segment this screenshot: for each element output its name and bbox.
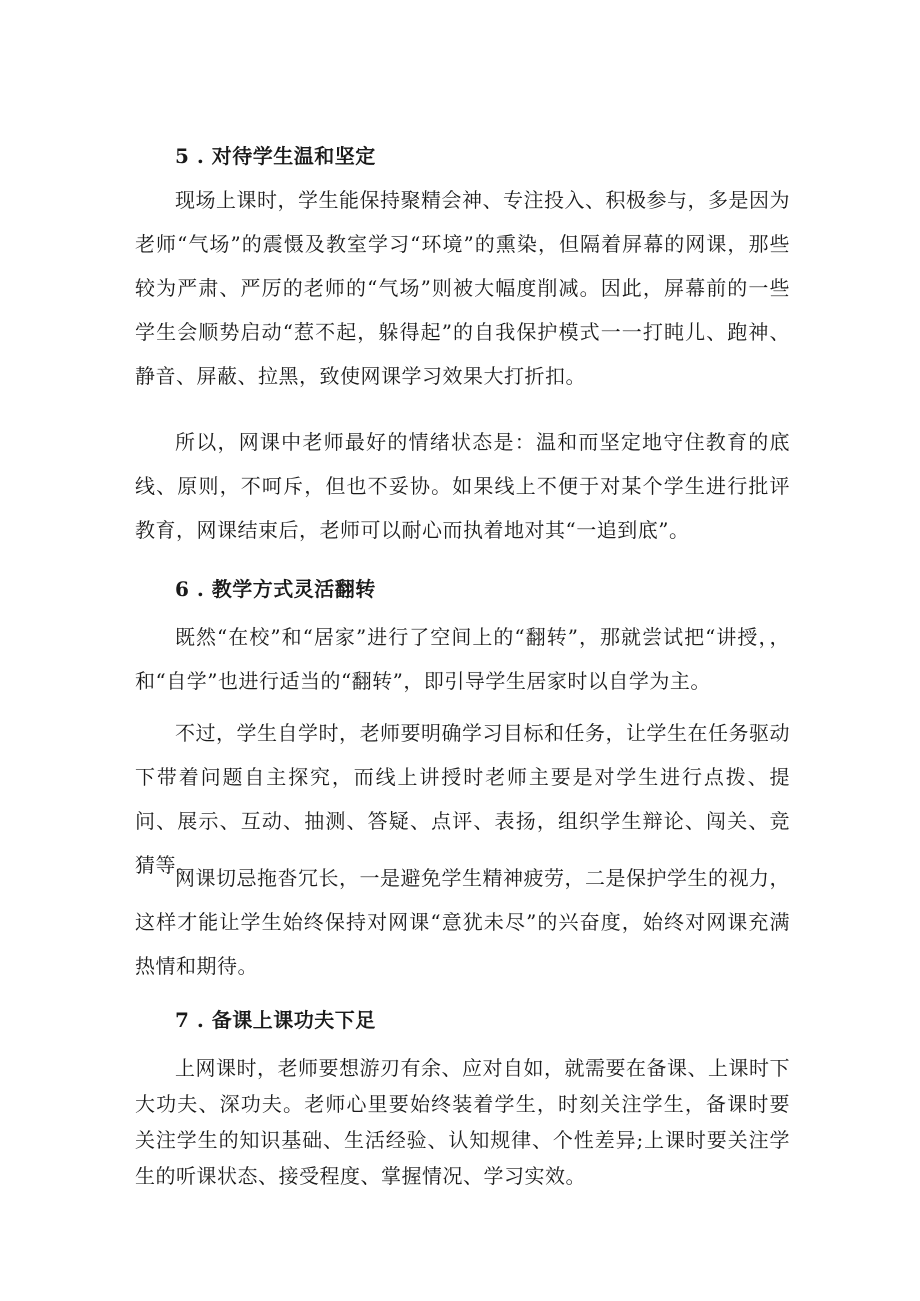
section-heading-7: 7 . 备课上课功夫下足 (175, 1008, 376, 1032)
paragraph: 不过，学生自学时，老师要明确学习目标和任务，让学生在任务驱动下带着问题自主探究，而线上讲授时老师主要是对学生进行点拨、提问、展示、互动、抽测、答疑、点评、表扬，组织学生辩论、闯关、竞猜等。 (135, 721, 790, 877)
paragraph: 上网课时，老师要想游刃有余、应对自如，就需要在备课、上课时下大功夫、深功夫。老师心里要始终装着学生，时刻关注学生，备课时要关注学生的知识基础、生活经验、认知规律、个性差异;上课时要关注学生的听课状态、接受程度、掌握情况、学习实效。 (135, 1056, 790, 1188)
section-heading-5: 5 . 对待学生温和坚定 (175, 144, 376, 168)
paragraph: 所以，网课中老师最好的情绪状态是：温和而坚定地守住教育的底线、原则，不呵斥，但也不妥协。如果线上不便于对某个学生进行批评教育，网课结束后，老师可以耐心而执着地对其“一追到底”。 (135, 430, 790, 542)
paragraph: 既然“在校”和“居家”进行了空间上的“翻转”，那就尝试把“讲授，，和“自学”也进行适当的“翻转”，即引导学生居家时以自学为主。 (135, 625, 790, 693)
paragraph: 现场上课时，学生能保持聚精会神、专注投入、积极参与，多是因为老师“气场”的震慑及教室学习“环境”的熏染，但隔着屏幕的网课，那些较为严肃、严厉的老师的“气场”则被大幅度削减。因此，屏幕前的一些学生会顺势启动“惹不起，躲得起”的自我保护模式一一打盹儿、跑神、静音、屏蔽、拉黑，致使网课学习效果大打折扣。 (135, 188, 790, 388)
paragraph: 网课切忌拖沓冗长，一是避免学生精神疲劳，二是保护学生的视力，这样才能让学生始终保持对网课“意犹未尽”的兴奋度，始终对网课充满热情和期待。 (135, 866, 790, 978)
section-heading-6: 6 . 教学方式灵活翻转 (175, 577, 376, 601)
